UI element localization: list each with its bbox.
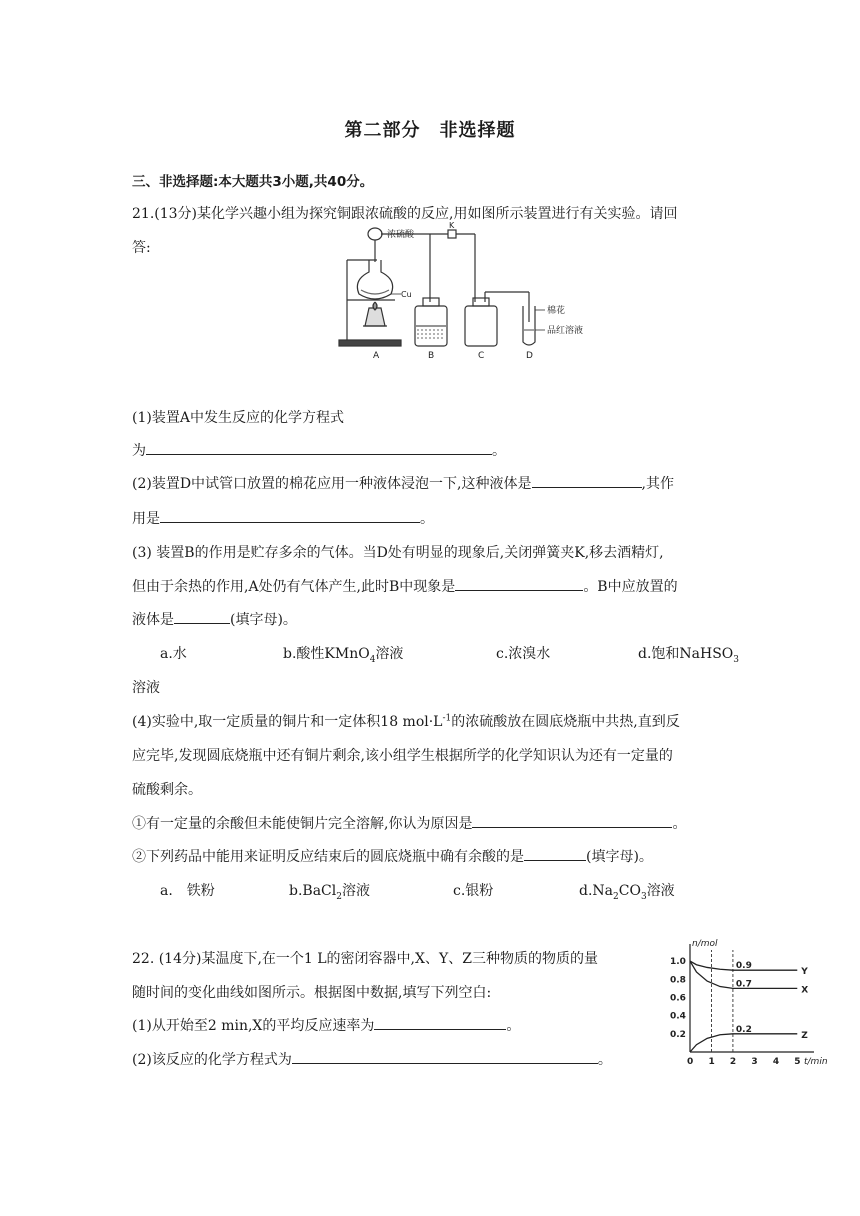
option2-d (579, 880, 675, 902)
apparatus-figure (335, 221, 584, 362)
q21-p4-sub1 (132, 813, 686, 833)
option-b-sub: 4 (369, 654, 376, 665)
label-k: K (449, 221, 455, 230)
option2-c: c.银粉 (453, 883, 494, 899)
answer-blank-4b[interactable] (524, 846, 586, 861)
q21-intro-line1: 21.(13分)某化学兴趣小组为探究铜跟浓硫酸的反应,用如图所示装置进行有关实验。请回 (132, 206, 678, 222)
x-tick-label: 4 (772, 1057, 780, 1067)
option-b-text: b.酸性KMnO (283, 646, 370, 662)
bottle-c (465, 306, 497, 346)
label-solution: 品红溶液 (547, 326, 584, 336)
q22-p2-post: 。 (597, 1052, 612, 1068)
option2-d-sub: 2 (613, 891, 619, 902)
series-line-z (690, 1034, 797, 1052)
q21-p4-line1 (132, 711, 680, 731)
answer-blank-4a[interactable] (472, 813, 672, 828)
q22-intro-line2: 随时间的变化曲线如图所示。根据图中数据,填写下列空白: (132, 985, 492, 1001)
q21-p4-sub2 (132, 846, 653, 866)
y-tick-label: 0.8 (670, 975, 686, 986)
q21-p3-line1: (3) 装置B的作用是贮存多余的气体。当D处有明显的现象后,关闭弹簧夹K,移去酒精灯, (132, 545, 664, 561)
answer-blank-3a[interactable] (455, 576, 583, 591)
option-d-sub: 3 (733, 654, 740, 665)
q21-p4-line2: 应完毕,发现圆底烧瓶中还有铜片剩余,该小组学生根据所学的化学知识认为还有一定量的 (132, 748, 673, 764)
answer-blank-2a[interactable] (532, 473, 642, 488)
q21-p3-line2-post: 。B中应放置的 (583, 579, 678, 595)
q21-p4-sub2-post: (填字母)。 (586, 849, 653, 865)
q22-p1-post: 。 (506, 1018, 521, 1034)
separatory-funnel (368, 228, 382, 240)
y-tick-label: 0.4 (670, 1011, 686, 1022)
option2-d-post: 溶液 (646, 883, 675, 899)
option2-b-text: b.BaCl (289, 883, 337, 899)
section-heading: 三、非选择题:本大题共3小题,共40分。 (132, 174, 374, 190)
option2-b (289, 880, 370, 902)
label-cotton: 棉花 (547, 306, 566, 316)
option2-d-sub2: 3 (640, 891, 647, 902)
x-tick-label: 0 (687, 1057, 694, 1067)
answer-blank-3b[interactable] (174, 609, 230, 624)
q22-p1 (132, 1015, 520, 1035)
q21-p2-pre: (2)装置D中试管口放置的棉花应用一种液体浸泡一下,这种液体是 (132, 476, 532, 492)
q21-p4-sub2-pre: ②下列药品中能用来证明反应结束后的圆底烧瓶中确有余酸的是 (132, 849, 524, 865)
series-label-z: Z (801, 1030, 808, 1041)
q22-p1-pre: (1)从开始至2 min,X的平均反应速率为 (132, 1018, 375, 1034)
option-b (283, 643, 403, 665)
x-tick-label: 3 (751, 1057, 758, 1067)
answer-blank-2b[interactable] (160, 508, 420, 523)
option2-b-sub: 2 (336, 891, 342, 902)
series-label-y: Y (801, 967, 808, 978)
amount-time-chart (656, 940, 826, 1072)
q21-p4-line1-pre: (4)实验中,取一定质量的铜片和一定体积18 mol·L (132, 714, 443, 730)
answer-blank-22a[interactable] (374, 1015, 506, 1030)
option2-a: a. 铁粉 (160, 883, 215, 899)
q22-p2 (132, 1049, 612, 1069)
x-tick-label: 5 (794, 1057, 801, 1067)
round-flask (357, 260, 392, 299)
q21-p3-line3-pre: 液体是 (132, 612, 174, 628)
y-axis-label: n/mol (692, 939, 718, 949)
option2-d-mid: CO (618, 883, 641, 899)
q22-intro-line1: 22. (14分)某温度下,在一个1 L的密闭容器中,X、Y、Z三种物质的物质的量 (132, 951, 598, 967)
q21-intro-line2: 答: (132, 240, 151, 256)
clamp-k (448, 230, 456, 238)
q21-p1-pre: 为 (132, 443, 146, 459)
q21-p3-line2-pre: 但由于余热的作用,A处仍有气体产生,此时B中现象是 (132, 579, 456, 595)
x-axis-label: t/min (804, 1057, 828, 1067)
q21-p3-line3 (132, 609, 297, 629)
q21-p2-line2-pre: 用是 (132, 511, 160, 527)
y-tick-label: 0.2 (670, 1029, 686, 1040)
q21-p2-line2-post: 。 (420, 511, 434, 527)
option-d (638, 643, 739, 665)
answer-blank-1[interactable] (146, 440, 492, 455)
q21-p2-line1 (132, 473, 674, 493)
x-tick-label: 1 (708, 1057, 715, 1067)
q21-p1-line1: (1)装置A中发生反应的化学方程式 (132, 410, 344, 426)
option-d-continued: 溶液 (132, 680, 160, 696)
q22-p2-pre: (2)该反应的化学方程式为 (132, 1052, 292, 1068)
q21-p1-line2 (132, 440, 506, 460)
label-cu: Cu (401, 290, 412, 299)
series-label-x: X (801, 985, 809, 996)
label-a: A (373, 351, 380, 361)
option2-b-post: 溶液 (341, 883, 370, 899)
value-annotation: 0.9 (735, 961, 752, 972)
q21-p1-post: 。 (492, 443, 506, 459)
page-title: 第二部分 非选择题 (344, 120, 516, 141)
value-annotation: 0.7 (735, 979, 752, 990)
y-tick-label: 1.0 (670, 957, 686, 968)
label-acid: 浓硫酸 (387, 230, 415, 240)
label-d: D (526, 351, 533, 361)
option2-d-text: d.Na (579, 883, 614, 899)
q21-p4-line1-sup: -1 (442, 713, 452, 724)
answer-blank-22b[interactable] (292, 1049, 598, 1064)
y-tick-label: 0.6 (670, 993, 686, 1004)
q21-p4-sub1-pre: ①有一定量的余酸但未能使铜片完全溶解,你认为原因是 (132, 816, 473, 832)
value-annotation: 0.2 (735, 1024, 752, 1035)
stand-base (339, 340, 401, 346)
q21-p4-line3: 硫酸剩余。 (132, 782, 202, 798)
q21-p2-post: ,其作 (641, 476, 674, 492)
option-c: c.浓溴水 (496, 646, 551, 662)
q21-p4-line1-post: 的浓硫酸放在圆底烧瓶中共热,直到反 (451, 714, 680, 730)
q21-p3-line2 (132, 576, 678, 596)
option-a: a.水 (160, 646, 187, 662)
q21-p4-sub1-post: 。 (672, 816, 687, 832)
q21-p3-line3-post: (填字母)。 (230, 612, 297, 628)
option-d-text: d.饱和NaHSO (638, 646, 734, 662)
label-c: C (478, 351, 485, 361)
option-b-post: 溶液 (375, 646, 404, 662)
x-tick-label: 2 (729, 1057, 737, 1067)
label-b: B (428, 351, 435, 361)
q21-p2-line2 (132, 508, 434, 528)
